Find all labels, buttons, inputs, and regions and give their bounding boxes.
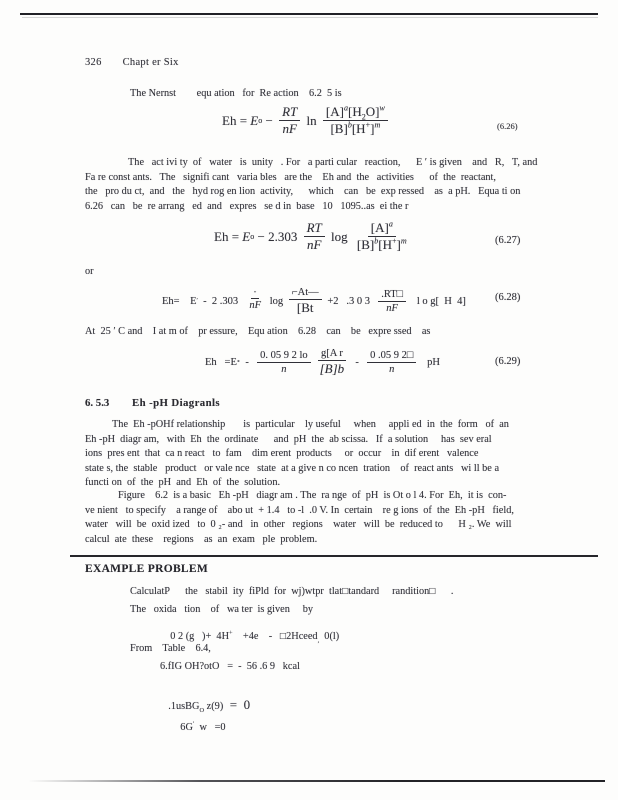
section-number: 6. 5.3	[85, 397, 110, 409]
eq-token: log	[267, 295, 286, 307]
page-number: 326	[85, 57, 102, 68]
section-heading	[85, 397, 220, 409]
equation-6-28: Eh= E ′ - 2 .303 $\frac{''}{nF}$ log $\frac{⌐At—}{[Bt}$ +2 .3 0 3 $\frac{.RT□}{nF}$ l o g[ H 4]	[162, 287, 466, 316]
eq-token: E	[250, 112, 259, 128]
equation-label-626: (6.26)	[497, 121, 518, 131]
eq-token: [A]	[370, 220, 389, 235]
eq-superscript: a	[388, 219, 393, 229]
equation-6-29: Eh =E ∘ - $\frac{0. 05 9 2 lo}{n}$ $\frac{\text{g[A r}}{[B]b}$ - $\frac{0 .05 9 2□}{n}$ pH	[205, 348, 440, 377]
eq-denominator: nF	[282, 121, 297, 137]
equation-6-26: Eh = E o − $\frac{RT}{nF}$ ln $\frac{[A]^a[H_2O]^w}{[B]^b[H^+]^m}$	[222, 104, 391, 138]
dg-token: z(9)	[204, 701, 224, 712]
text-line: calcul ate these regions as an exam ple problem.	[85, 533, 318, 545]
eq-fraction	[289, 286, 322, 316]
eq-numerator: RT	[304, 220, 325, 237]
eq-numerator	[323, 104, 388, 121]
eq-fraction	[317, 347, 348, 377]
eq-token: ln	[303, 112, 320, 128]
equation-label-627: (6.27)	[495, 235, 521, 246]
equation-label-629: (6.29)	[495, 356, 521, 367]
eq-token: − 2.303	[254, 228, 301, 244]
eq-superscript: +	[365, 120, 371, 130]
eq-superscript: w	[379, 103, 385, 113]
eq-token: O]	[365, 104, 380, 119]
or-connector: or	[85, 266, 94, 277]
eq-denominator: nF	[249, 299, 262, 311]
example-statement-line: The oxida tion of wa ter is given by	[130, 604, 314, 615]
text-line: Fa re const ants. The signifi cant varia bles are the Eh and the activities of the reactant,	[85, 171, 496, 183]
text-line: The act ivi ty of water is unity . For a parti cular reaction, E ′ is given and R, T, and	[128, 157, 538, 168]
eq-fraction	[246, 291, 264, 312]
eq-numerator: ⌐At—	[289, 286, 322, 300]
delta-g-water-line: 6.fIG OH?otO = - 56 .6 9 kcal	[160, 661, 300, 672]
eq-denominator: n	[389, 363, 395, 375]
paragraph-activity	[85, 156, 555, 214]
eq-numerator: g[A r	[318, 347, 346, 361]
eq-fraction	[279, 104, 300, 138]
delta-g-hydrogen-line	[170, 711, 226, 744]
top-page-rule	[20, 13, 598, 15]
dg-token: .1usBG	[168, 701, 200, 712]
intro-line: The Nernst equ ation for Re action 6.2 5 is	[130, 88, 342, 99]
eq-token: ]	[396, 237, 401, 253]
dg-subscript: O	[199, 707, 205, 715]
dg-token: w	[194, 722, 207, 733]
running-head	[85, 57, 179, 68]
eq-denominator: nF	[386, 302, 398, 314]
eq-numerator: ″	[251, 291, 259, 299]
paragraph-figure-62	[85, 489, 555, 547]
chapter-title: Chapt er Six	[122, 57, 179, 68]
text-line: ions pres ent that ca n react to fam dim erent products or occur in dif erent valence	[85, 448, 479, 460]
text-line: water will be oxid ized to 0 ₂- and in other regions water will be reduced to H ₂. We will	[85, 519, 512, 531]
eq-numerator: 0. 05 9 2 lo	[257, 349, 311, 363]
text-line: ve nient to specify a range of abo ut + 1.4 to -l .0 V. In certain re g ions of the Eh -pH field,	[85, 504, 514, 516]
eq-token: Eh= E	[162, 295, 197, 307]
eq-numerator: 0 .05 9 2□	[367, 349, 416, 363]
reaction-token: 0 2 (g )+ 4H	[170, 631, 230, 642]
eq-token: -	[240, 356, 255, 368]
eq-token: E	[242, 228, 251, 244]
section-title: Eh -pH Diagranls	[132, 397, 220, 409]
equation-label-628: (6.28)	[495, 292, 521, 303]
eq-token: +2 .3 0 3	[324, 295, 376, 307]
text-line: The Eh -pOHf relationship is particular ly useful when appli ed in the form of an	[112, 419, 509, 430]
eq-token: l o g[ H 4]	[409, 295, 466, 307]
eq-token: [H	[347, 104, 362, 119]
reaction-subscript: ,	[317, 637, 320, 645]
eq-token: [B]	[330, 121, 348, 137]
eq-token: −	[262, 112, 277, 128]
eq-fraction	[378, 288, 406, 315]
eq-subscript: 2	[361, 112, 366, 122]
eq-denominator	[327, 121, 383, 137]
top-page-rule-shadow	[22, 17, 598, 18]
reaction-token: 0(l)	[319, 631, 340, 642]
paragraph-ehph-diagrams	[85, 418, 555, 491]
eq-token: -	[350, 356, 365, 368]
eq-superscript: a	[343, 103, 348, 113]
reaction-token: +4e - □2Hceed	[232, 631, 318, 642]
eq-numerator: RT	[279, 104, 300, 121]
eq-superscript: m	[400, 236, 407, 246]
dg-superscript: ′	[192, 720, 195, 728]
eq-superscript: m	[374, 120, 381, 130]
eq-fraction	[367, 349, 416, 376]
eq-denominator	[354, 237, 410, 253]
eq-fraction	[354, 220, 410, 254]
eq-numerator: .RT□	[378, 288, 406, 302]
eq-token: log	[327, 228, 351, 244]
text-line: state s, the stable product or vale nce state at a give n co ncen tration of react ants wi ll be a	[85, 462, 500, 474]
example-section-rule	[70, 555, 598, 557]
eq-token: - 2 .303	[197, 295, 244, 307]
from-table-line: From Table 6.4,	[130, 643, 211, 654]
eq-denominator: n	[281, 363, 287, 375]
dg-token: 6G	[180, 722, 193, 733]
eq-denominator: [Bt	[296, 300, 314, 316]
text-line: functi on of the pH and Eh of the solution.	[85, 477, 281, 489]
eq-token: Eh =E	[205, 356, 237, 368]
text-line: Eh -pH diagr am, with Eh the ordinate and pH the ab scissa. If a solution has sev eral	[85, 433, 492, 445]
eq-superscript: +	[392, 236, 397, 246]
eq-token: pH	[419, 356, 440, 368]
eq-superscript: b	[374, 236, 379, 246]
dg-token: =0	[206, 722, 226, 733]
eq-fraction	[257, 349, 311, 376]
text-line: the pro du ct, and the hyd rog en lion activity, which can be exp ressed as a pH. Equa ti on	[85, 186, 521, 198]
eq-token: Eh =	[214, 228, 243, 244]
eq-token: Eh =	[222, 112, 251, 128]
eq-superscript: b	[347, 120, 352, 130]
eq-denominator: [B]b	[319, 361, 345, 377]
equation-6-27: Eh = E o − 2.303 $\frac{RT}{nF}$ log $\frac{[A]^a}{[B]^b[H^+]^m}$	[214, 220, 413, 254]
eq-token: ]	[370, 121, 375, 137]
eq-token: [H	[378, 237, 392, 253]
eq-token: [B]	[356, 237, 375, 253]
eq-fraction	[323, 104, 388, 138]
example-problem-heading: EXAMPLE PROBLEM	[85, 563, 209, 575]
eq-fraction	[304, 220, 325, 254]
bottom-page-rule	[28, 780, 605, 782]
eq-token: [H	[351, 121, 366, 137]
text-line: 6.26 can be re arrang ed and expres se d in base 10 1095..as ei the r	[85, 200, 409, 212]
dg-token: = 0	[223, 697, 251, 712]
eq-numerator	[368, 220, 396, 237]
reaction-superscript: +	[229, 629, 233, 637]
example-statement-line: CalculatP the stabil ity fiPld for wj)wtpr tlat□tandard randition□ .	[130, 586, 454, 597]
eq-token: [A]	[325, 104, 344, 119]
eq-denominator: nF	[306, 237, 322, 253]
at-25c-line: At 25 ′ C and I at m of pr essure, Equ ation 6.28 can be expre ssed as	[85, 326, 431, 337]
text-line: Figure 6.2 is a basic Eh -pH diagr am . The ra nge of pH is Ot o l 4. For Eh, it is con-	[118, 490, 507, 501]
